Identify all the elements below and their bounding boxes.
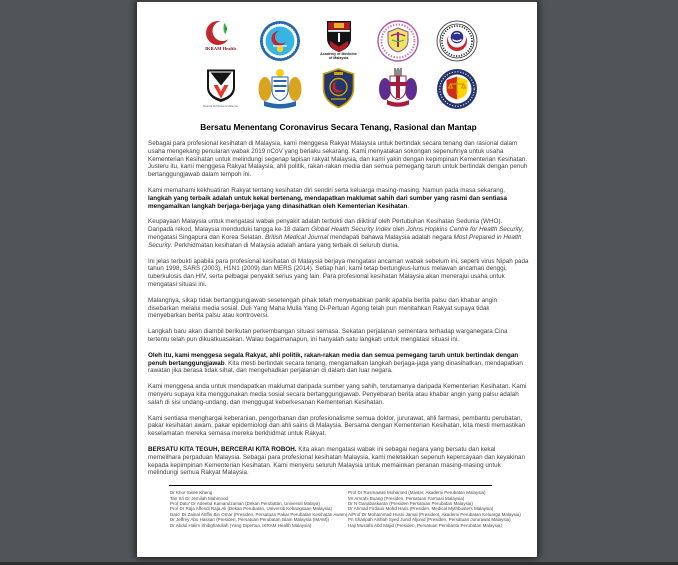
logo-cell [316, 20, 362, 65]
text-run: . Kita mesti bertindak secara tenang, mengamalkan langkah berjaga-jaga yang dinasihatkan, mendapatkan rawatan jika berasa tidak sihat, dan mengehadkan perjalanan di dalam dan luar negara. [148, 359, 523, 375]
text-run: Kami sentiasa menghargai keberanian, pengorbanan dan profesionalisme semua doktor, jururawat, ahli farmasi, pembantu perubatan, pakar kesihatan awam, pakar epidemiologi dan ahli sains di Malaysia. Bersama dengan Kementerian Kesihatan, kita mesti memastikan keselamatan mereka semasa mereka berkhidmat untuk Rakyat. [148, 414, 526, 438]
page-content [137, 2, 537, 528]
medical-assistants-association-logo-icon [436, 68, 478, 110]
signatory: Dr Khor Swee Kheng [170, 490, 213, 496]
logo-row-2 [198, 68, 480, 113]
malaysian-medical-association-logo-icon [257, 68, 303, 109]
paragraph [148, 328, 529, 344]
paragraph [148, 297, 529, 320]
text-run: Ini jelas terbukti apabila para profesional kesihatan di Malaysia berjaya mengatasi ancaman wabak sebelum ini, seperti virus Nipah pada tahun 1998, SARS (2003), H1N1 (2009) dan MERS (2014). Setiap hari, kami tetap bertungkus-lumus melawan ancaman denggi, tuberkulosis dan HIV, serta pelbagai penyakit serius yang lain. Para profesional kesihatan Malaysia akan menerajui usaha untuk mengatasi situasi ini. [148, 257, 529, 288]
text-run: langkah yang terbaik adalah untuk kekal bertenang, mendapatkan maklumat sahih dari sumber yang rasmi dan sentiasa mengamalkan langkah berjaga-berjaga yang dinasihatkan oleh Kementerian Kesihatan [148, 194, 508, 210]
signatory: Haji Mustafa Abd Majid (Presiden, Persatuan Pembantu Perubatan Malaysia) [348, 522, 502, 528]
logo-cell [434, 68, 480, 113]
text-run: mendapati bahawa Malaysia adalah negara [328, 233, 454, 241]
text-run: Johns Hopkins Centre for Health Security [406, 226, 522, 234]
text-run: . Perkhidmatan kesihatan di Malaysia adalah antara yang terbaik di seluruh dunia. [170, 241, 400, 249]
signatory: Dr Abdul Halim Shibghatullah (Yang Dipertua, IKRAM Health Malaysia) [170, 522, 312, 528]
medical-mythbusters-caption: Medical Mythbusters Malaysia [203, 105, 238, 108]
logo-cell [375, 68, 421, 113]
paragraph [148, 446, 529, 477]
logo-cell [257, 20, 303, 65]
logo-cell [434, 20, 480, 65]
text-run: Kami menggesa anda untuk mendapatkan maklumat daripada sumber yang sahih, terutamanya daripada Kementerian Kesihatan. Kami menyeru supaya kita menggunakan media sosial secara bertanggungjawab. Penyebaran berita atau khabar angin yang palsu adalah salah di sisi undang-undang, dan menggugat keberkesanan Kementerian Kesihatan. [148, 383, 527, 406]
signatory: Dr N Ganabaskaran (Presiden Persatuan Perubatan Malaysia) [348, 501, 473, 506]
paragraph [148, 187, 529, 210]
academy-caption-line1: Academy of Medicine [320, 52, 357, 56]
text-run: Most Prepared in Health Security [148, 233, 522, 249]
organisation-logos [148, 20, 529, 113]
signatory: Prof Dr Rosmawati Mohamed (Master, Akademi Perubatan Malaysia) [348, 490, 486, 496]
logo-cell [375, 20, 421, 65]
paragraph [148, 383, 529, 406]
signatory: A/Prof Dr Mohammad Husni Jamal (President, Akademi Perubatan Keluarga Malaysia) [348, 511, 521, 517]
signatory: Dr Jeffrey Abu Hassan (Presiden, Persatuan Perubatan Islam Malaysia (IMAM)) [170, 517, 329, 523]
logo-cell [257, 68, 303, 113]
nursing-college-crest-logo-icon [378, 68, 418, 109]
logo-row-1 [198, 20, 480, 65]
text-run: Malangnya, sikap tidak bertanggungjawab sesetengah pihak telah menyebabkan panik apabila berita palsu dan khabar angin disebarkan melalui media sosial. Duli Yang Maha Mulia Yang Di-Pertuan Agong telah pun menitahkan Rakyat supaya tidak menyebarkan berita palsu atau kontroversi. [148, 296, 498, 320]
document-page [137, 0, 537, 557]
signatory: Prof Dato' Dr Adeeba Kamarulzaman (Dekan Perubatan, Universiti Malaya) [170, 501, 320, 506]
logo-cell [198, 20, 244, 65]
logo-cell [198, 68, 244, 113]
text-run: . [407, 202, 410, 210]
paragraph [148, 218, 529, 249]
islamic-medical-dawah-logo-icon [259, 20, 301, 62]
text-run: Oleh itu, kami menggesa segala Rakyat, ahli politik, rakan-rakan media dan semua pemegang taruh untuk bertindak dengan penuh bertanggungjawab [148, 351, 519, 367]
document-title: Bersatu Menentang Coronavirus Secara Tenang, Rasional dan Mantap [200, 122, 477, 132]
ikram-health-logo-icon [206, 20, 236, 47]
medical-mythbusters-logo-icon [204, 68, 238, 105]
text-run: BERSATU KITA TEGUH, BERCERAI KITA ROBOH. [148, 445, 297, 453]
signatory: Mr Amrahi Buang (Presiden, Persatuan Farmasi Malaysia) [348, 495, 465, 501]
signature-divider [169, 485, 492, 486]
body-paragraphs [148, 140, 529, 477]
paragraph [148, 352, 529, 375]
text-run: Global Health Security Index [311, 226, 391, 234]
text-run: Kita akan mengatasi wabak ini sebagai negara yang bersatu dan kekal memelihara perpaduan Malaysia. Sebagai para profesional kesihatan Malaysia, kami meletakkan sepenuh kepercayaan dan keyakinan kepada kepimpinan Kementerian Kesihatan. Kami menyeru seluruh Malaysia untuk memainkan peranan masing-masing untuk melindungi semua Rakyat Malaysia. [148, 445, 525, 477]
signatory: Dato' Dr Zainal Ariffin Bin Omar (Presiden, Persatuan Pakar Perubatan Kesihatan Awam) [170, 511, 348, 517]
paragraph [148, 140, 529, 179]
academy-of-medicine-caption [320, 53, 357, 61]
text-run: Keupayaan Malaysia untuk mengatasi wabak penyakit adalah terbukti dan diiktiraf oleh Pertubuhan Kesihatan Sedunia (WHO). Daripada rekod, Malaysia menduduki tangga ke-18 dalam [148, 218, 503, 234]
signatories-left [170, 490, 348, 528]
signatory: Prof Dr Raja Affendi Raja Ali (Dekan Perubatan, Universiti Kebangsaan Malaysia) [170, 506, 332, 512]
text-run: Langkah baru akan diambil berikutan perkembangan situasi semasa. Sekatan perjalanan sementara terhadap warganegara Cina tertentu telah pun dikuatkuasakan. Walau bagaimanapun, ini hanyalah satu langkah untuk mengatasi situasi ini. [148, 328, 508, 343]
public-health-specialists-logo-icon [377, 20, 419, 62]
signatory: Pn Sharipah Aishah Syed Junid Aljunid (Presiden, Persatuan Jururawat Malaysia) [348, 517, 511, 523]
islamic-medical-association-logo-icon [436, 20, 478, 62]
academy-caption-line2: of Malaysia [328, 55, 349, 60]
paragraph [148, 415, 529, 438]
text-run: , mengatasi Singapura dan Korea Selatan. [148, 226, 524, 241]
signatory: Tan Sri Dr Jemilah Mahmood [170, 495, 229, 501]
signatories [170, 490, 529, 528]
text-run: Kami memahami kekhuatiran Rakyat tentang kesihatan diri sendiri serta keluarga masing-masing. Namun pada masa sekarang, [148, 186, 506, 194]
imam-shield-logo-icon [321, 68, 356, 109]
signatories-right [348, 490, 521, 528]
text-run: Sebagai para profesional kesihatan di Malaysia, kami menggesa Rakyat Malaysia untuk bertindak secara tenang dan rasional dalam usaha mengekang penularan wabak 2019 nCoV yang berlaku sekarang. Kami menyatakan sokongan sepenuhnya untuk usaha Kementerian Kesihatan untuk melindungi segenap lapisan rakyat Malaysia, dan kami yakin dengan kepimpinan Kementerian Kesihatan. Justeru itu, kami menggesa Rakyat Malaysia, ahli politik, rakan-rakan media dan semua pemegang taruh untuk bertindak dengan penuh bertanggungjawab dalam tempoh ini. [148, 140, 528, 179]
academy-of-medicine-logo-icon [325, 20, 353, 53]
ikram-health-caption: IKRAM Health [205, 46, 236, 51]
paragraph [148, 258, 529, 289]
logo-cell [316, 68, 362, 113]
signatory: Dr Ahmad Firdaus Mohd Haris (Presiden, Medical Mythbusters Malaysia) [348, 506, 494, 512]
text-run: British Medical Journal [264, 233, 329, 241]
text-run: oleh [390, 226, 407, 234]
